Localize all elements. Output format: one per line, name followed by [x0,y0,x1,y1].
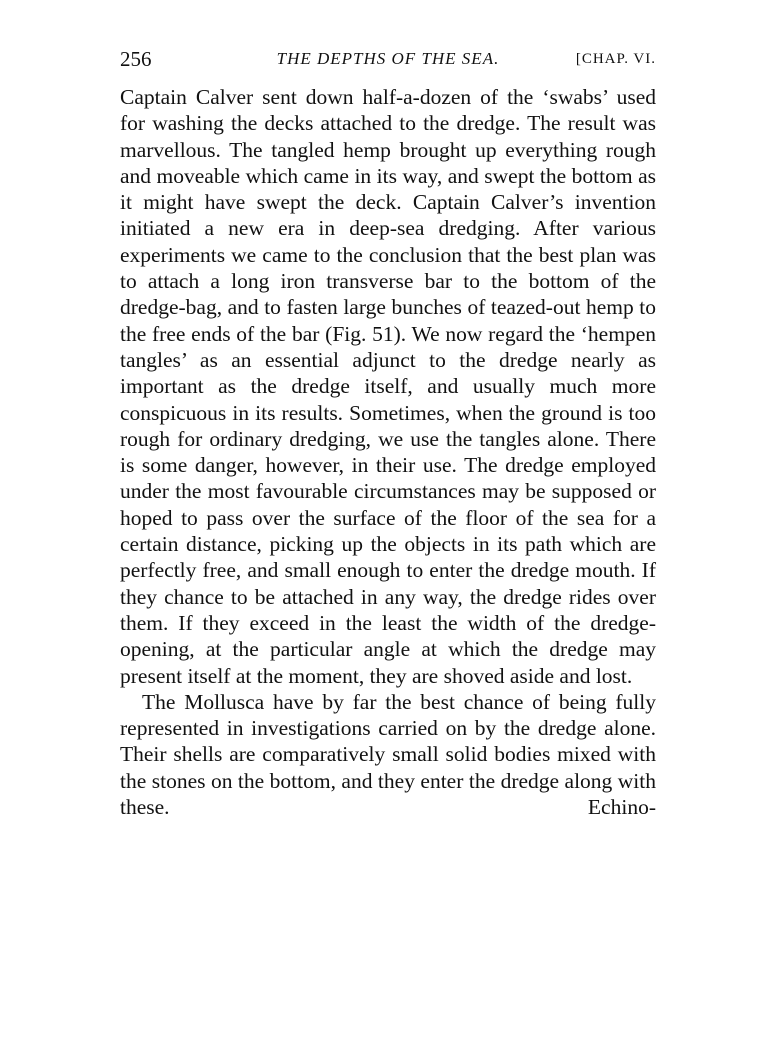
running-title: THE DEPTHS OF THE SEA. [276,49,500,68]
paragraph-mollusca: The Mollusca have by far the best chance of being fully represented in investigations carried on by the dredge alone. Their shells are comparatively small solid bodies mixed with the stones on the bottom, and they enter the dredge along with these. Echino- [120,689,656,820]
page-number: 256 [120,47,152,71]
paragraph-swabs: Captain Calver sent down half-a-dozen of the ‘swabs’ used for washing the decks attached to the dredge. The result was marvellous. The tangled hemp brought up everything rough and moveable which came in its way, and swept the bottom as it might have swept the deck. Captain Calver’s invention initiated a new era in deep-sea dredging. After various experiments we came to the conclusion that the best plan was to attach a long iron transverse bar to the bottom of the dredge-bag, and to fasten large bunches of teazed-out hemp to the free ends of the bar (Fig. 51). We now regard the ‘hempen tangles’ as an essential adjunct to the dredge nearly as important as the dredge itself, and usually much more conspicuous in its results. Sometimes, when the ground is too rough for ordinary dredging, we use the tangles alone. There is some danger, however, in their use. The dredge employed under the most favourable circumstances may be supposed or hoped to pass over the surface of the floor of the sea for a certain distance, picking up the objects in its path which are perfectly free, and small enough to enter the dredge mouth. If they chance to be attached in any way, the dredge rides over them. If they exceed in the least the width of the dredge-opening, at the particular angle at which the dredge may present itself at the moment, they are shoved aside and lost. [120,85,656,688]
body-text [120,84,656,820]
book-page [120,44,656,820]
chapter-reference: [CHAP. VI. [575,51,656,67]
running-head [120,44,656,74]
